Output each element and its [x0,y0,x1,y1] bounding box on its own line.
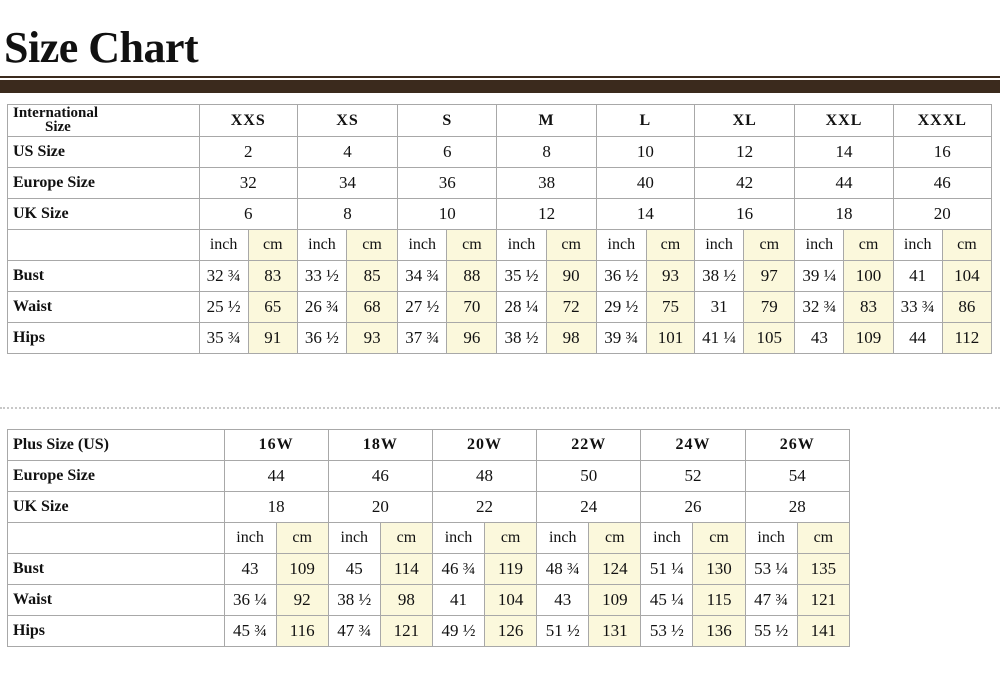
size-value: 26 [641,492,745,523]
plus-size-header: 18W [328,430,432,461]
row-label: UK Size [8,199,200,230]
size-value: 44 [795,168,893,199]
size-conversion-row [8,168,992,199]
size-value: 32 [199,168,297,199]
measurement-row [8,292,992,323]
inch-value: 49 ½ [432,616,484,647]
size-value: 54 [745,461,849,492]
cm-value: 104 [485,585,537,616]
unit-inch-label: inch [432,523,484,554]
cm-value: 93 [347,323,398,354]
international-size-label [8,105,200,137]
cm-value: 104 [942,261,991,292]
size-header-0: XXS [199,105,297,137]
size-header-6: XXL [795,105,893,137]
unit-cm-label: cm [347,230,398,261]
unit-cm-label: cm [844,230,893,261]
unit-cm-label: cm [646,230,694,261]
inch-value: 37 ¾ [398,323,447,354]
cm-value: 112 [942,323,991,354]
unit-inch-label: inch [297,230,346,261]
size-value: 48 [432,461,536,492]
row-label: Plus Size (US) [8,430,225,461]
inch-value: 28 ¼ [497,292,546,323]
inch-value: 32 ¾ [199,261,248,292]
unit-inch-label: inch [199,230,248,261]
measurement-row [8,323,992,354]
inch-value: 29 ½ [596,292,646,323]
size-value: 14 [596,199,694,230]
row-label: UK Size [8,492,225,523]
inch-value: 45 [328,554,380,585]
inch-value: 45 ¾ [224,616,276,647]
plus-size-table [7,429,850,647]
cm-value: 75 [646,292,694,323]
unit-cm-label: cm [485,523,537,554]
cm-value: 121 [797,585,849,616]
size-value: 44 [224,461,328,492]
cm-value: 85 [347,261,398,292]
size-value: 16 [893,137,991,168]
inch-value: 53 ½ [641,616,693,647]
cm-value: 109 [589,585,641,616]
size-conversion-row [8,137,992,168]
plus-conversion-row [8,461,850,492]
unit-cm-label: cm [693,523,745,554]
cm-value: 91 [248,323,297,354]
plus-size-header: 22W [537,430,641,461]
size-value: 52 [641,461,745,492]
plus-conversion-row [8,492,850,523]
measurement-label: Bust [8,261,200,292]
inch-value: 35 ¾ [199,323,248,354]
inch-value: 39 ¼ [795,261,844,292]
cm-value: 109 [276,554,328,585]
cm-value: 100 [844,261,893,292]
size-value: 38 [497,168,596,199]
inch-value: 43 [537,585,589,616]
title-divider-bar [0,80,1000,93]
inch-value: 26 ¾ [297,292,346,323]
cm-value: 88 [447,261,497,292]
cm-value: 98 [380,585,432,616]
unit-inch-label: inch [328,523,380,554]
cm-value: 70 [447,292,497,323]
inch-value: 33 ¾ [893,292,942,323]
size-value: 22 [432,492,536,523]
cm-value: 105 [744,323,795,354]
cm-value: 109 [844,323,893,354]
inch-value: 44 [893,323,942,354]
inch-value: 32 ¾ [795,292,844,323]
unit-row-blank [8,523,225,554]
unit-inch-label: inch [596,230,646,261]
unit-inch-label: inch [795,230,844,261]
cm-value: 68 [347,292,398,323]
size-value: 46 [893,168,991,199]
cm-value: 83 [248,261,297,292]
size-header-1: XS [297,105,397,137]
inch-value: 25 ½ [199,292,248,323]
inch-value: 43 [224,554,276,585]
size-header-4: L [596,105,694,137]
size-conversion-row [8,199,992,230]
measurement-row [8,585,850,616]
measurement-row [8,261,992,292]
cm-value: 93 [646,261,694,292]
inch-value: 33 ½ [297,261,346,292]
cm-value: 136 [693,616,745,647]
size-value: 4 [297,137,397,168]
inch-value: 41 [893,261,942,292]
measurement-label: Hips [8,323,200,354]
inch-value: 35 ½ [497,261,546,292]
cm-value: 90 [546,261,596,292]
unit-inch-label: inch [893,230,942,261]
row-label: Europe Size [8,168,200,199]
size-value: 10 [398,199,497,230]
unit-inch-label: inch [745,523,797,554]
unit-cm-label: cm [248,230,297,261]
inch-value: 45 ¼ [641,585,693,616]
size-value: 40 [596,168,694,199]
inch-value: 47 ¾ [328,616,380,647]
inch-value: 47 ¾ [745,585,797,616]
size-value: 10 [596,137,694,168]
size-value: 18 [795,199,893,230]
cm-value: 98 [546,323,596,354]
measurement-row [8,616,850,647]
cm-value: 72 [546,292,596,323]
page-title: Size Chart [4,23,199,72]
cm-value: 96 [447,323,497,354]
international-size-row [8,105,992,137]
inch-value: 48 ¾ [537,554,589,585]
unit-cm-label: cm [942,230,991,261]
cm-value: 116 [276,616,328,647]
inch-value: 51 ¼ [641,554,693,585]
size-value: 2 [199,137,297,168]
international-label-line1: International [13,105,99,121]
unit-cm-label: cm [546,230,596,261]
size-value: 12 [695,137,795,168]
inch-value: 43 [795,323,844,354]
inch-value: 55 ½ [745,616,797,647]
size-value: 42 [695,168,795,199]
measurement-label: Bust [8,554,225,585]
size-header-5: XL [695,105,795,137]
cm-value: 101 [646,323,694,354]
cm-value: 141 [797,616,849,647]
row-label: US Size [8,137,200,168]
plus-size-row [8,430,850,461]
inch-value: 38 ½ [497,323,546,354]
size-header-2: S [398,105,497,137]
inch-value: 53 ¼ [745,554,797,585]
cm-value: 92 [276,585,328,616]
row-label: Europe Size [8,461,225,492]
inch-value: 39 ¾ [596,323,646,354]
inch-value: 41 [432,585,484,616]
unit-inch-label: inch [695,230,744,261]
inch-value: 36 ½ [297,323,346,354]
size-value: 28 [745,492,849,523]
size-value: 18 [224,492,328,523]
unit-row [8,523,850,554]
measurement-label: Waist [8,292,200,323]
size-value: 16 [695,199,795,230]
size-header-7: XXXL [893,105,991,137]
size-value: 34 [297,168,397,199]
cm-value: 97 [744,261,795,292]
measurement-row [8,554,850,585]
inch-value: 31 [695,292,744,323]
unit-row [8,230,992,261]
unit-inch-label: inch [641,523,693,554]
plus-size-header: 26W [745,430,849,461]
inch-value: 34 ¾ [398,261,447,292]
inch-value: 41 ¼ [695,323,744,354]
plus-size-header: 24W [641,430,745,461]
size-value: 46 [328,461,432,492]
international-label-line2: Size [45,118,71,135]
size-value: 8 [497,137,596,168]
cm-value: 126 [485,616,537,647]
size-value: 6 [199,199,297,230]
unit-cm-label: cm [797,523,849,554]
cm-value: 86 [942,292,991,323]
size-value: 12 [497,199,596,230]
unit-cm-label: cm [589,523,641,554]
inch-value: 36 ½ [596,261,646,292]
inch-value: 46 ¾ [432,554,484,585]
section-divider [0,407,1000,409]
standard-size-table [7,104,992,354]
cm-value: 114 [380,554,432,585]
cm-value: 115 [693,585,745,616]
inch-value: 51 ½ [537,616,589,647]
unit-inch-label: inch [398,230,447,261]
cm-value: 65 [248,292,297,323]
unit-cm-label: cm [380,523,432,554]
unit-cm-label: cm [447,230,497,261]
size-value: 14 [795,137,893,168]
unit-cm-label: cm [276,523,328,554]
measurement-label: Waist [8,585,225,616]
size-value: 36 [398,168,497,199]
cm-value: 119 [485,554,537,585]
unit-cm-label: cm [744,230,795,261]
cm-value: 83 [844,292,893,323]
cm-value: 121 [380,616,432,647]
cm-value: 130 [693,554,745,585]
cm-value: 131 [589,616,641,647]
unit-inch-label: inch [224,523,276,554]
cm-value: 135 [797,554,849,585]
inch-value: 38 ½ [695,261,744,292]
inch-value: 38 ½ [328,585,380,616]
unit-inch-label: inch [497,230,546,261]
size-value: 24 [537,492,641,523]
plus-size-header: 16W [224,430,328,461]
inch-value: 27 ½ [398,292,447,323]
size-value: 20 [893,199,991,230]
inch-value: 36 ¼ [224,585,276,616]
size-value: 50 [537,461,641,492]
size-header-3: M [497,105,596,137]
cm-value: 124 [589,554,641,585]
measurement-label: Hips [8,616,225,647]
unit-inch-label: inch [537,523,589,554]
cm-value: 79 [744,292,795,323]
unit-row-blank [8,230,200,261]
plus-size-header: 20W [432,430,536,461]
size-value: 8 [297,199,397,230]
title-divider-thin [0,76,1000,78]
size-value: 20 [328,492,432,523]
size-value: 6 [398,137,497,168]
